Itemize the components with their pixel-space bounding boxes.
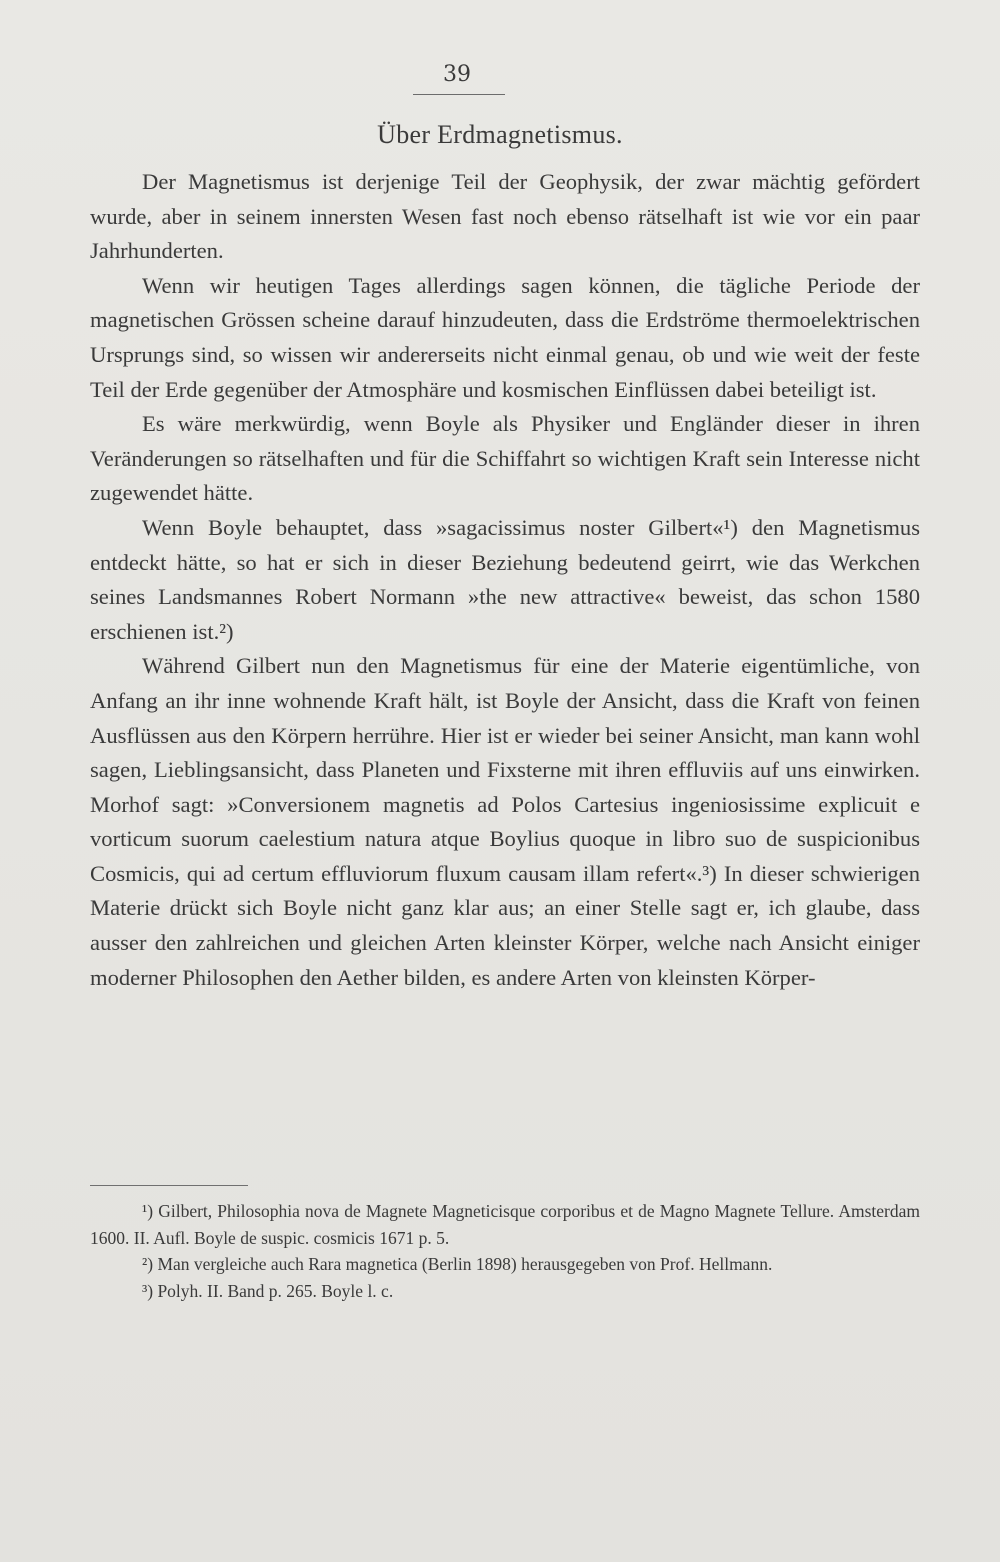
paragraph: Es wäre merkwürdig, wenn Boyle als Physiker und Engländer dieser in ihren Veränderungen so rätselhaften und für die Schiffahrt so wichtigen Kraft sein Interesse nicht zugewendet hätte. <box>90 411 920 506</box>
footnote: ²) Man vergleiche auch Rara magnetica (Berlin 1898) herausgegeben von Prof. Hellmann. <box>142 1254 773 1274</box>
page-number: 39 <box>443 62 471 87</box>
body-text <box>90 165 920 995</box>
paragraph: Der Magnetismus ist derjenige Teil der Geophysik, der zwar mächtig gefördert wurde, aber in seinem innersten Wesen fast noch ebenso rätselhaft ist wie vor ein paar Jahrhunderten. <box>90 169 920 264</box>
footnote-rule <box>90 1185 248 1186</box>
paragraph: Wenn Boyle behauptet, dass »sagacissimus noster Gilbert«¹) den Magnetismus entdeckt hätte, so hat er sich in dieser Beziehung bedeutend geirrt, wie das Werkchen seines Landsmannes Robert Normann »the new attractive« beweist, das schon 1580 erschienen ist.²) <box>90 514 920 644</box>
footnotes <box>90 1198 920 1304</box>
paragraph: Wenn wir heutigen Tages allerdings sagen können, die tägliche Periode der magnetischen Grössen scheine darauf hinzudeuten, dass die Erdströme thermoelektrischen Ursprungs sind, so wissen wir andererseits nicht einmal genau, ob und wie weit der feste Teil der Erde gegenüber der Atmosphäre und kosmischen Einflüssen dabei beteiligt ist. <box>90 272 920 402</box>
chapter-title: Über Erdmagnetismus. <box>377 120 623 149</box>
footnote: ³) Polyh. II. Band p. 265. Boyle l. c. <box>142 1280 394 1301</box>
page-number-rule <box>413 94 505 95</box>
paragraph: Während Gilbert nun den Magnetismus für eine der Materie eigentümliche, von Anfang an ihr inne wohnende Kraft hält, ist Boyle der Ansicht, dass die Kraft von feinen Ausflüssen aus den Körpern herrühre. Hier ist er wieder bei seiner Ansicht, man kann wohl sagen, Lieblingsansicht, dass Planeten und Fixsterne mit ihren effluviis auf uns einwirken. Morhof sagt: »Conversionem magnetis ad Polos Cartesius ingeniosissime explicuit e vorticum suorum caelestium natura atque Boylius quoque in libro suo de suspicionibus Cosmicis, qui ad certum effluviorum fluxum causam illam refert«.³) In dieser schwierigen Materie drückt sich Boyle nicht ganz klar aus; an einer Stelle sagt er, ich glaube, dass ausser den zahlreichen und gleichen Arten kleinster Körper, welche nach Ansicht einiger moderner Philosophen den Aether bilden, es andere Arten von kleinsten Körper- <box>90 653 920 990</box>
footnote: ¹) Gilbert, Philosophia nova de Magnete Magneticisque corporibus et de Magno Magnete Tellure. Amsterdam 1600. II. Aufl. Boyle de suspic. cosmicis 1671 p. 5. <box>90 1201 920 1248</box>
